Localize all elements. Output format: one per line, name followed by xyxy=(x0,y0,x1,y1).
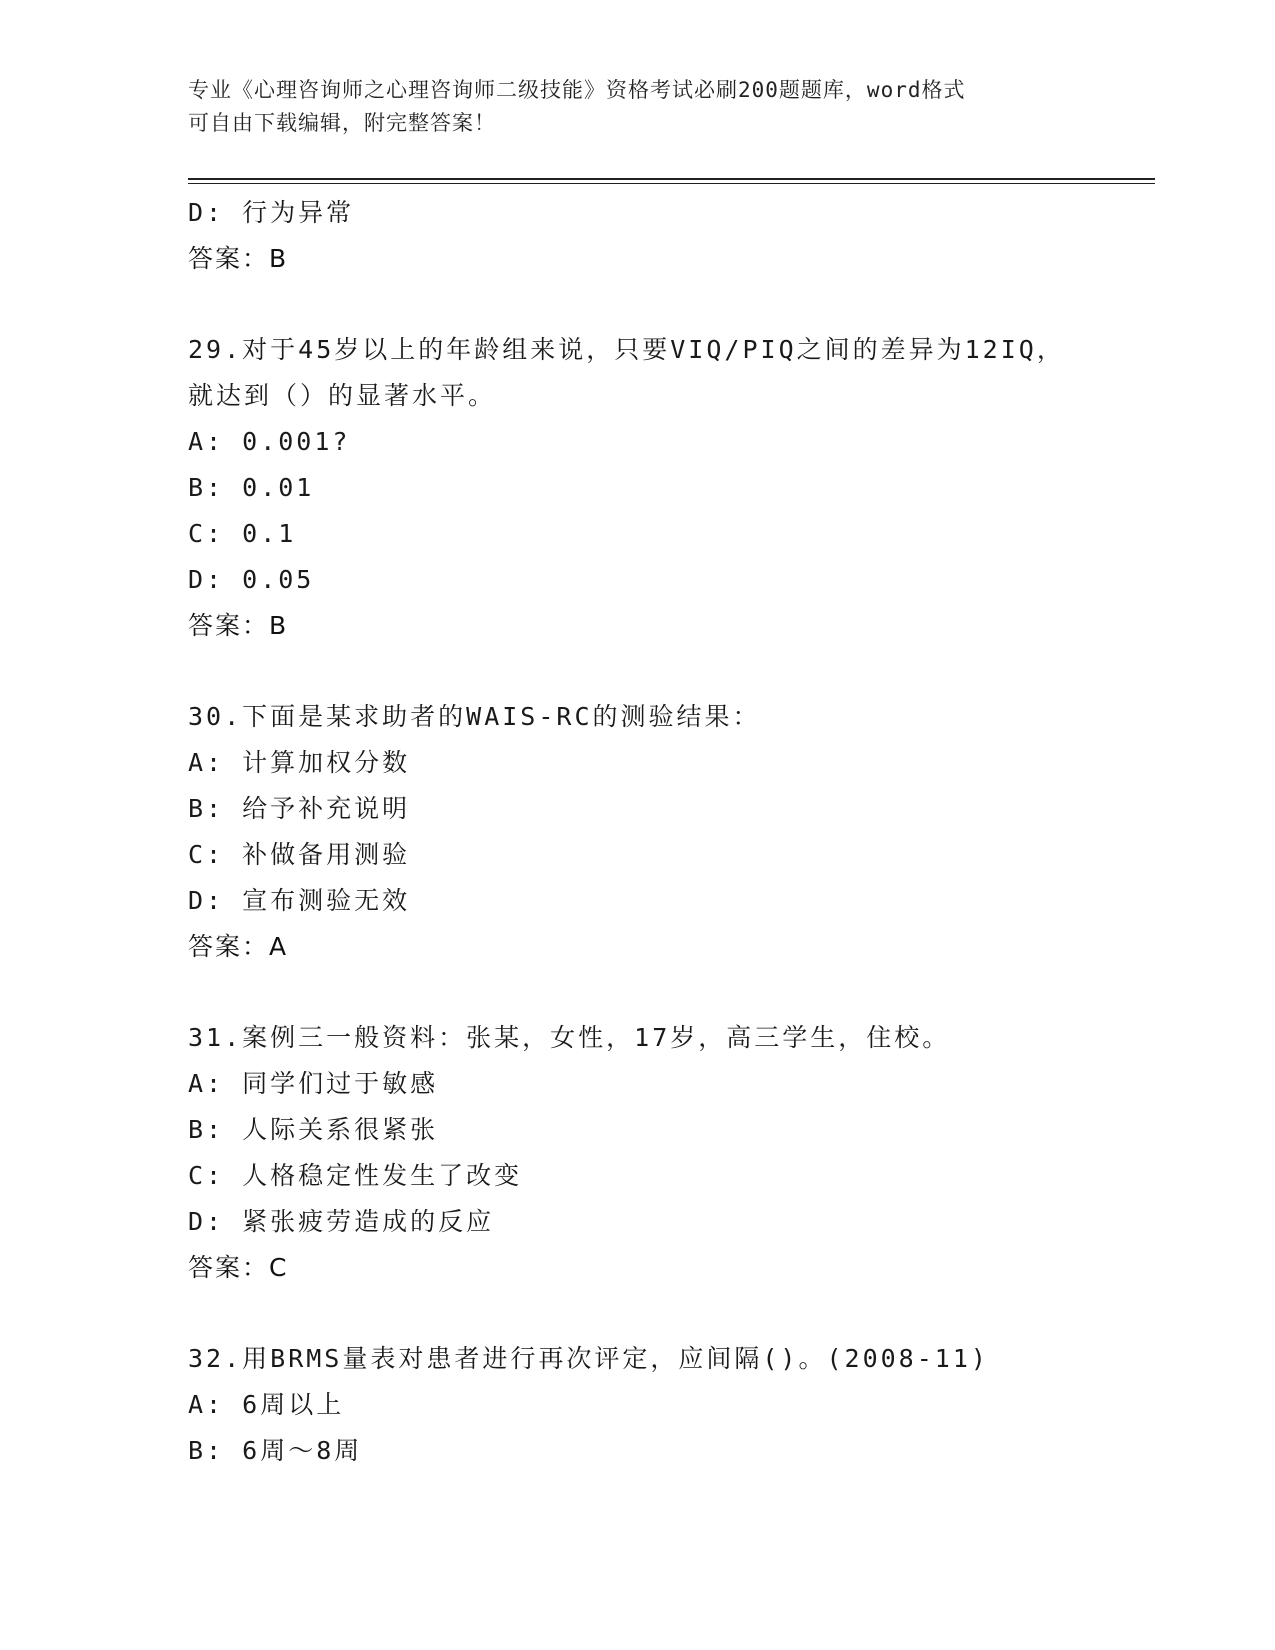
answer-label: 答案：B xyxy=(188,611,289,640)
question-stem: 29.对于45岁以上的年龄组来说，只要VIQ/PIQ之间的差异为12IQ， xyxy=(188,335,1065,364)
option-d: D: 紧张疲劳造成的反应 xyxy=(188,1207,495,1236)
option-c: C: 补做备用测验 xyxy=(188,840,411,869)
question-31 xyxy=(188,1015,1155,1291)
option-a: A: 同学们过于敏感 xyxy=(188,1069,439,1098)
header-line-1: 专业《心理咨询师之心理咨询师二级技能》资格考试必刷200题题库，word格式 xyxy=(188,78,966,102)
question-stem: 31.案例三一般资料：张某，女性，17岁，高三学生，住校。 xyxy=(188,1023,951,1052)
question-list xyxy=(188,190,1155,1474)
question-29 xyxy=(188,327,1155,649)
document-header xyxy=(188,74,1088,140)
option-b: B: 人际关系很紧张 xyxy=(188,1115,439,1144)
option-a: A: 6周以上 xyxy=(188,1390,345,1419)
option-d: D: 行为异常 xyxy=(188,198,355,227)
header-divider-thick xyxy=(188,178,1155,180)
question-28-tail xyxy=(188,190,1155,282)
option-c: C: 0.1 xyxy=(188,519,297,548)
question-30 xyxy=(188,694,1155,970)
header-line-2: 可自由下载编辑，附完整答案！ xyxy=(188,111,496,135)
question-stem-continued: 就达到（）的显著水平。 xyxy=(188,381,497,410)
option-d: D: 宣布测验无效 xyxy=(188,886,411,915)
option-a: A: 0.001? xyxy=(188,427,351,456)
option-c: C: 人格稳定性发生了改变 xyxy=(188,1161,523,1190)
answer-label: 答案：B xyxy=(188,244,289,273)
question-32 xyxy=(188,1336,1155,1474)
question-stem: 32.用BRMS量表对患者进行再次评定，应间隔()。(2008-11) xyxy=(188,1344,989,1373)
option-b: B: 6周～8周 xyxy=(188,1436,363,1465)
option-b: B: 0.01 xyxy=(188,473,315,502)
answer-label: 答案：C xyxy=(188,1253,289,1282)
option-a: A: 计算加权分数 xyxy=(188,748,411,777)
header-divider-thin xyxy=(188,183,1155,184)
answer-label: 答案：A xyxy=(188,932,289,961)
option-b: B: 给予补充说明 xyxy=(188,794,411,823)
question-stem: 30.下面是某求助者的WAIS-RC的测验结果： xyxy=(188,702,761,731)
option-d: D: 0.05 xyxy=(188,565,315,594)
